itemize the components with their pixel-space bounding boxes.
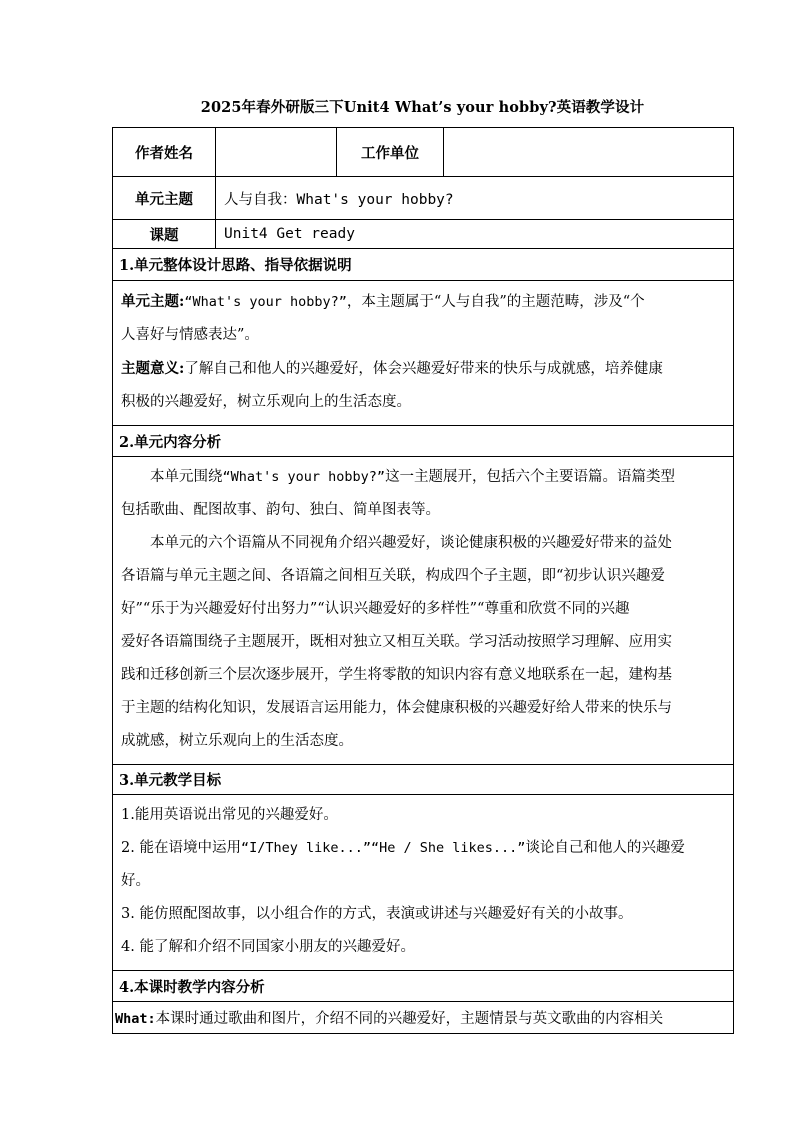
section4-heading-row [113, 971, 734, 1002]
meaning-label: 主题意义: [121, 360, 185, 377]
p1-en: “What's your hobby?” [222, 469, 386, 485]
goal-2-en1: “I/They like...” [240, 840, 371, 856]
goal-2-pre: 2. 能在语境中运用 [121, 840, 241, 856]
lesson-value: Unit4 Get ready [216, 220, 734, 249]
p2-line7: 成就感，树立乐观向上的生活态度。 [121, 733, 353, 749]
section2-body [113, 457, 734, 765]
p2-line3: 好”“乐于为兴趣爱好付出努力”“认识兴趣爱好的多样性”“尊重和欣赏不同的兴趣 [121, 601, 630, 617]
what-text: 本课时通过歌曲和图片，介绍不同的兴趣爱好，主题情景与英文歌曲的内容相关 [155, 1011, 664, 1027]
unit-theme-label: 单元主题 [113, 177, 216, 220]
p2-line6: 于主题的结构化知识，发展语言运用能力，体会健康积极的兴趣爱好给人带来的快乐与 [121, 700, 672, 716]
p2-line5: 践和迁移创新三个层次逐步展开，学生将零散的知识内容有意义地联系在一起，建构基 [121, 667, 672, 683]
section2-heading-row [113, 426, 734, 457]
section3-heading-row [113, 765, 734, 795]
section1-heading-row [113, 249, 734, 281]
p2-line4: 爱好各语篇围绕子主题展开，既相对独立又相互关联。学习活动按照学习理解、应用实 [121, 634, 672, 650]
p1-line2: 包括歌曲、配图故事、韵句、独白、简单图表等。 [121, 502, 440, 518]
goal-3: 3. 能仿照配图故事，以小组合作的方式，表演或讲述与兴趣爱好有关的小故事。 [121, 906, 633, 922]
author-row [113, 128, 734, 177]
workplace-label: 工作单位 [337, 128, 444, 177]
unit-theme-row [113, 177, 734, 220]
p1-pre: 本单元围绕 [150, 469, 223, 485]
section4-heading: 4.本课时教学内容分析 [113, 971, 734, 1002]
meaning-text-a: 了解自己和他人的兴趣爱好，体会兴趣爱好带来的快乐与成就感，培养健康 [184, 361, 663, 377]
p2-line2: 各语篇与单元主题之间、各语篇之间相互关联，构成四个子主题，即“初步认识兴趣爱 [121, 568, 665, 584]
section2-heading: 2.单元内容分析 [113, 426, 734, 457]
lesson-plan-table [112, 127, 734, 1034]
lesson-label: 课题 [113, 220, 216, 249]
section3-body [113, 795, 734, 971]
section1-body [113, 281, 734, 426]
meaning-text-b: 积极的兴趣爱好，树立乐观向上的生活态度。 [121, 394, 411, 410]
goal-2-line2: 好。 [121, 873, 150, 889]
section2-body-row [113, 457, 734, 765]
theme-en: “What's your hobby?” [184, 294, 347, 310]
theme-label: 单元主题: [121, 293, 185, 310]
theme-text-b: 人喜好与情感表达”。 [121, 327, 259, 343]
section1-heading: 1.单元整体设计思路、指导依据说明 [113, 249, 734, 281]
goal-2-post: 谈论自己和他人的兴趣爱 [525, 840, 685, 856]
goal-2-en2: “He / She likes...” [371, 840, 526, 856]
unit-theme-value: 人与自我：What's your hobby? [216, 177, 734, 220]
section3-body-row [113, 795, 734, 971]
goal-1: 1.能用英语说出常见的兴趣爱好。 [121, 807, 338, 823]
p1-post: 这一主题展开，包括六个主要语篇。语篇类型 [385, 469, 676, 485]
section3-heading: 3.单元教学目标 [113, 765, 734, 795]
theme-text-a: ，本主题属于“人与自我”的主题范畴，涉及“个 [346, 294, 645, 310]
goal-4: 4. 能了解和介绍不同国家小朋友的兴趣爱好。 [121, 939, 415, 955]
document-title: 2025年春外研版三下Unit4 What’s your hobby?英语教学设计 [200, 99, 645, 116]
lesson-row [113, 220, 734, 249]
section4-body [113, 1002, 734, 1034]
author-label: 作者姓名 [113, 128, 216, 177]
workplace-value [444, 128, 734, 177]
section1-body-row [113, 281, 734, 426]
section4-body-row [113, 1002, 734, 1034]
author-value [216, 128, 337, 177]
p2-line1: 本单元的六个语篇从不同视角介绍兴趣爱好，谈论健康积极的兴趣爱好带来的益处 [150, 535, 672, 551]
what-label: What: [115, 1011, 156, 1027]
